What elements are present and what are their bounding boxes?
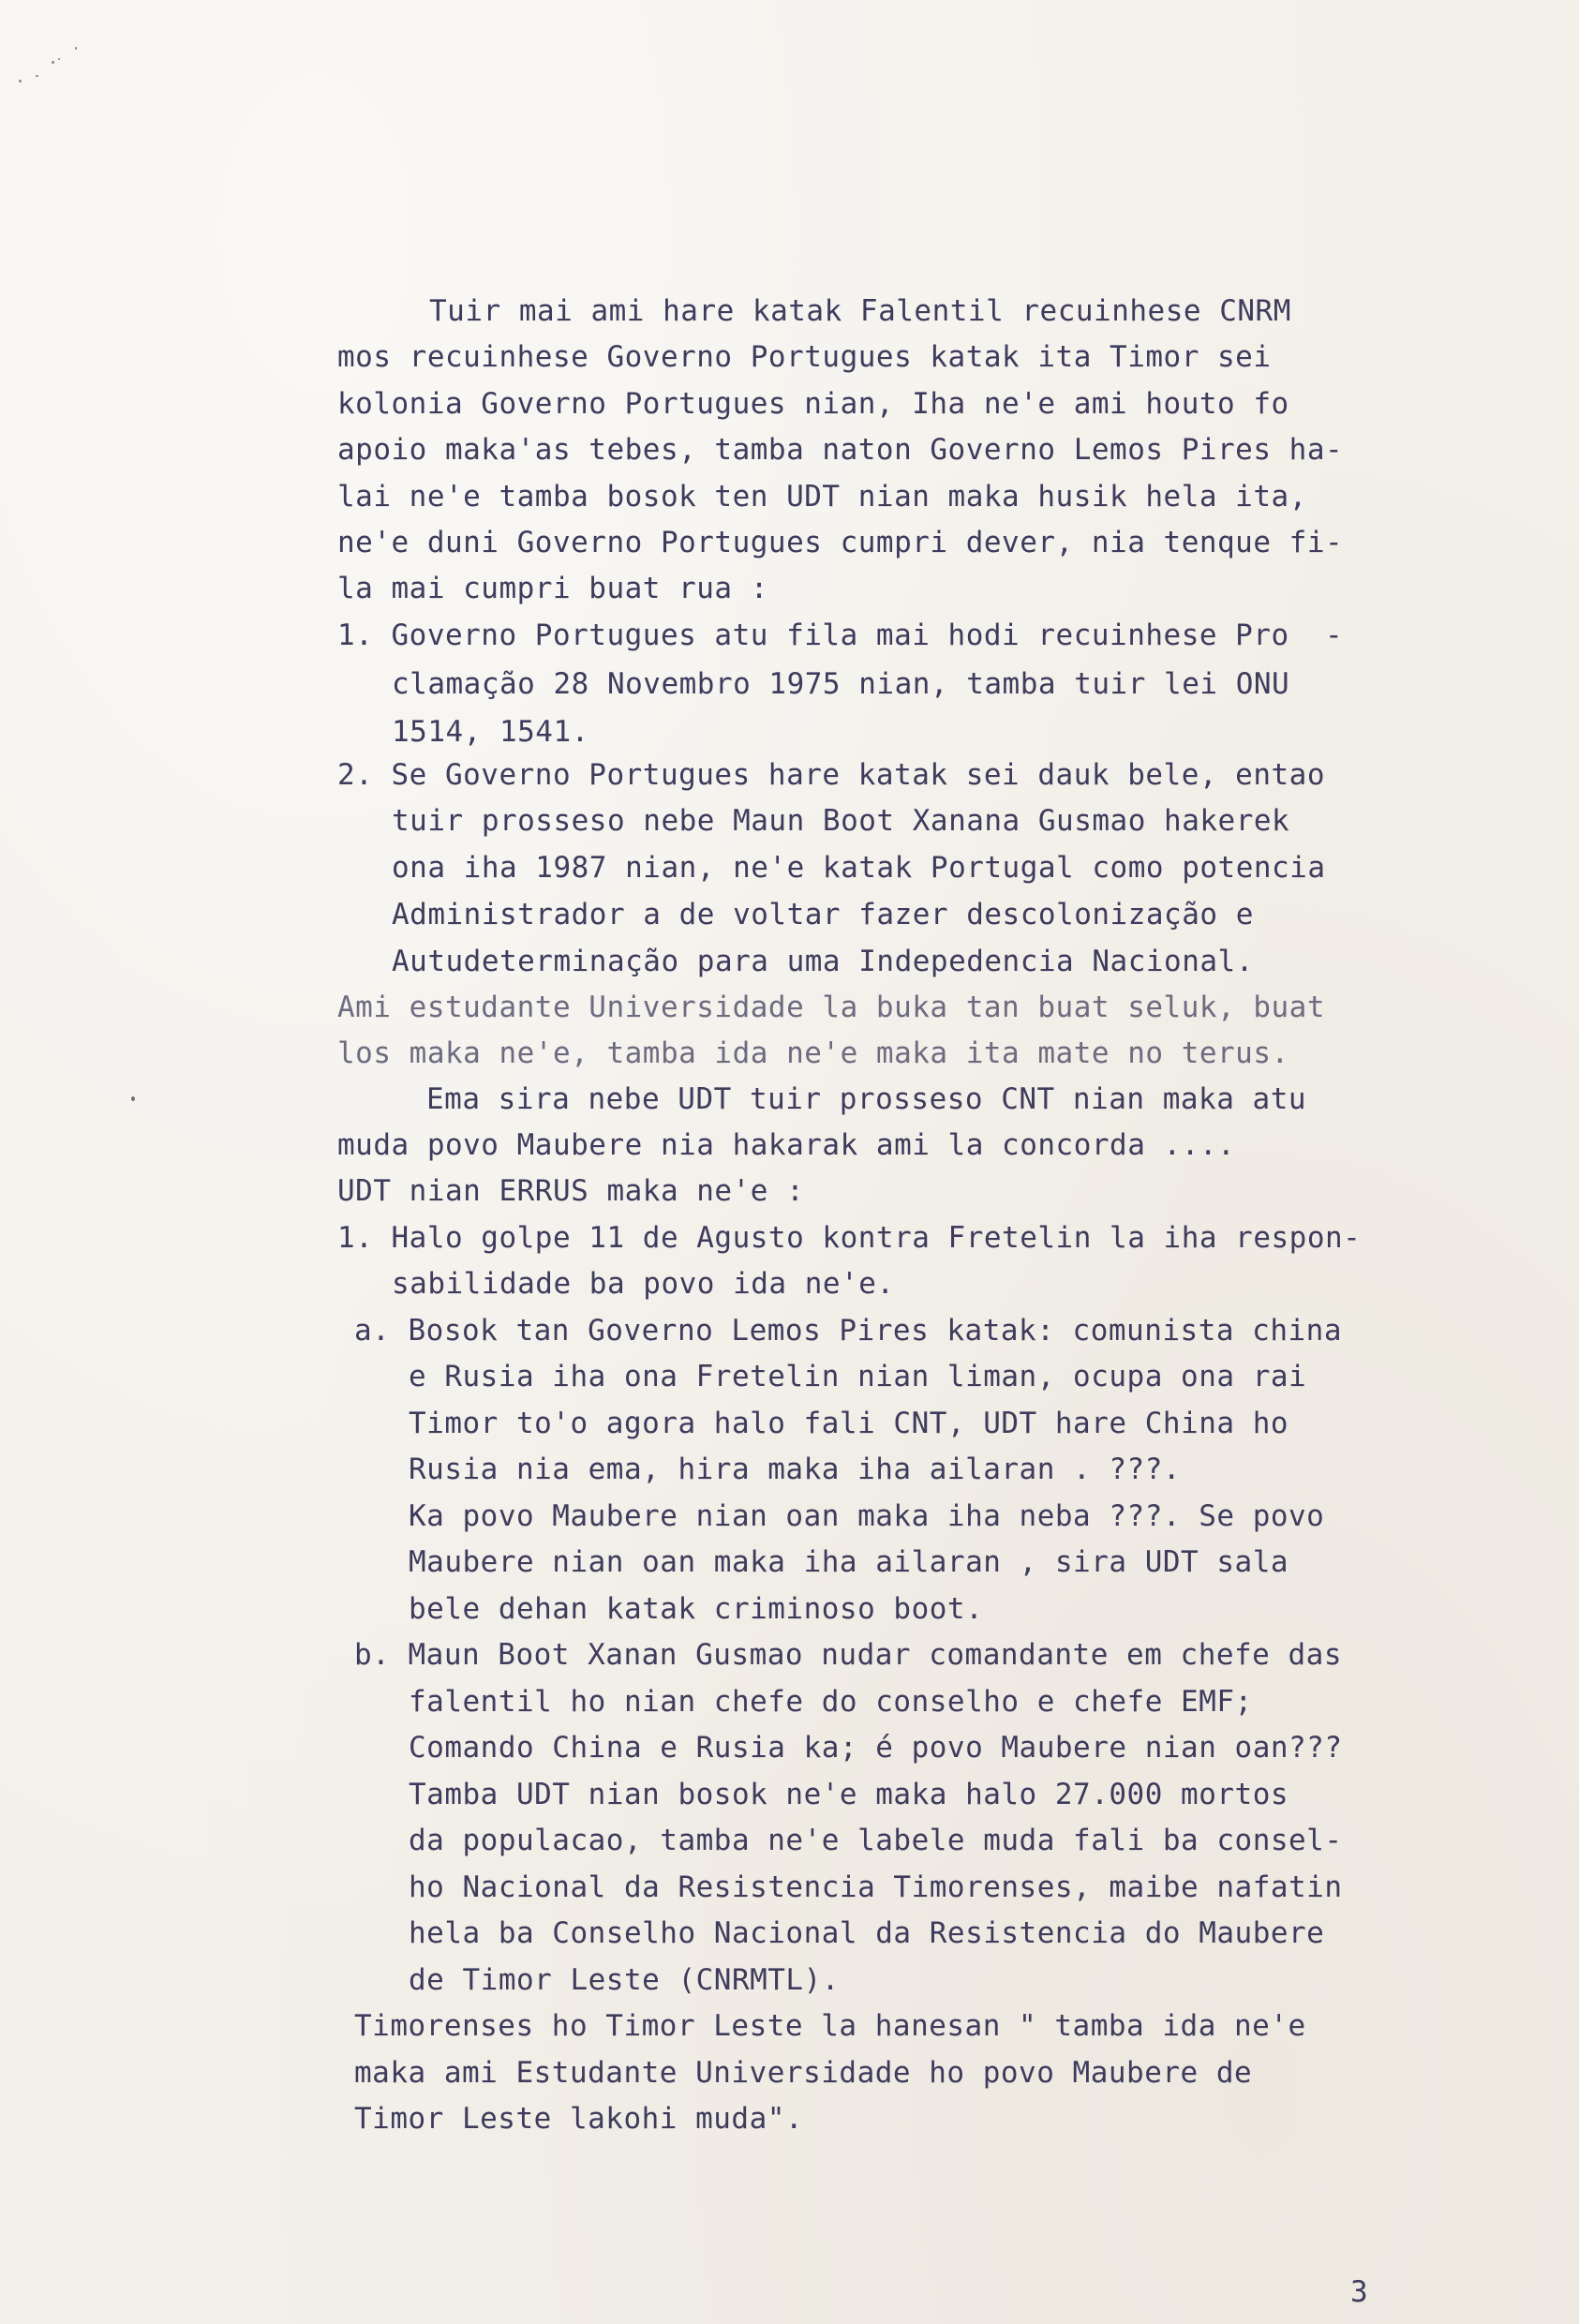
text-line: Maubere nian oan maka iha ailaran , sira UDT sala bbox=[409, 1545, 1289, 1579]
ink-speck bbox=[75, 47, 77, 50]
ink-speck bbox=[36, 75, 38, 77]
text-line: Timorenses ho Timor Leste la hanesan " tamba ida ne'e bbox=[354, 2009, 1306, 2043]
list-item-line: 1. Governo Portugues atu fila mai hodi recuinhese Pro - bbox=[337, 618, 1344, 652]
text-line: los maka ne'e, tamba ida ne'e maka ita mate no terus. bbox=[337, 1036, 1289, 1070]
ink-speck bbox=[52, 61, 54, 64]
text-line: apoio maka'as tebes, tamba naton Governo Lemos Pires ha- bbox=[337, 433, 1344, 467]
text-line: 1514, 1541. bbox=[392, 715, 589, 749]
text-line: da populacao, tamba ne'e labele muda fali ba consel- bbox=[409, 1824, 1343, 1857]
ink-speck bbox=[131, 1096, 135, 1101]
text-line: hela ba Conselho Nacional da Resistencia do Maubere bbox=[409, 1916, 1325, 1950]
ink-speck bbox=[58, 58, 60, 60]
ink-speck bbox=[19, 80, 22, 82]
text-line: e Rusia iha ona Fretelin nian liman, ocupa ona rai bbox=[409, 1360, 1307, 1393]
text-line: ne'e duni Governo Portugues cumpri dever, nia tenque fi- bbox=[337, 526, 1344, 559]
list-item-line: a. Bosok tan Governo Lemos Pires katak: comunista china bbox=[354, 1314, 1342, 1348]
text-line: kolonia Governo Portugues nian, Iha ne'e ami houto fo bbox=[337, 387, 1289, 421]
text-line: sabilidade ba povo ida ne'e. bbox=[392, 1267, 895, 1301]
text-line: muda povo Maubere nia hakarak ami la concorda .... bbox=[337, 1128, 1236, 1162]
text-line: falentil ho nian chefe do conselho e chefe EMF; bbox=[409, 1685, 1253, 1719]
text-line: UDT nian ERRUS maka ne'e : bbox=[337, 1174, 805, 1208]
list-item-line: b. Maun Boot Xanan Gusmao nudar comandante em chefe das bbox=[354, 1638, 1342, 1672]
text-line: Tuir mai ami hare katak Falentil recuinhese CNRM bbox=[429, 294, 1291, 328]
text-line: la mai cumpri buat rua : bbox=[337, 572, 768, 605]
text-line: Ka povo Maubere nian oan maka iha neba ???. Se povo bbox=[409, 1499, 1325, 1533]
text-line: Timor Leste lakohi muda". bbox=[354, 2102, 804, 2136]
text-line: de Timor Leste (CNRMTL). bbox=[409, 1963, 840, 1997]
list-item-line: 2. Se Governo Portugues hare katak sei dauk bele, entao bbox=[337, 758, 1325, 792]
text-line: Tamba UDT nian bosok ne'e maka halo 27.000 mortos bbox=[409, 1778, 1289, 1811]
text-line: mos recuinhese Governo Portugues katak ita Timor sei bbox=[337, 340, 1272, 374]
text-line: tuir prosseso nebe Maun Boot Xanana Gusmao hakerek bbox=[392, 804, 1290, 838]
text-line: Autudeterminação para uma Indepedencia Nacional. bbox=[392, 945, 1254, 978]
text-line: lai ne'e tamba bosok ten UDT nian maka husik hela ita, bbox=[337, 480, 1307, 514]
text-line: Ema sira nebe UDT tuir prosseso CNT nian maka atu bbox=[426, 1082, 1307, 1116]
text-line: Rusia nia ema, hira maka iha ailaran . ???. bbox=[409, 1452, 1182, 1486]
text-line: maka ami Estudante Universidade ho povo Maubere de bbox=[354, 2056, 1253, 2090]
text-line: Comando China e Rusia ka; é povo Maubere nian oan??? bbox=[409, 1731, 1343, 1765]
text-line: Ami estudante Universidade la buka tan buat seluk, buat bbox=[337, 991, 1325, 1024]
text-line: clamação 28 Novembro 1975 nian, tamba tuir lei ONU bbox=[392, 667, 1290, 701]
text-line: Timor to'o agora halo fali CNT, UDT hare China ho bbox=[409, 1407, 1289, 1440]
text-line: bele dehan katak criminoso boot. bbox=[409, 1592, 984, 1626]
list-item-line: 1. Halo golpe 11 de Agusto kontra Fretelin la iha respon- bbox=[337, 1221, 1362, 1255]
text-line: Administrador a de voltar fazer descolonização e bbox=[392, 898, 1254, 931]
page-number: 3 bbox=[1350, 2275, 1368, 2309]
text-line: ona iha 1987 nian, ne'e katak Portugal como potencia bbox=[392, 851, 1326, 885]
text-line: ho Nacional da Resistencia Timorenses, maibe nafatin bbox=[409, 1870, 1343, 1904]
